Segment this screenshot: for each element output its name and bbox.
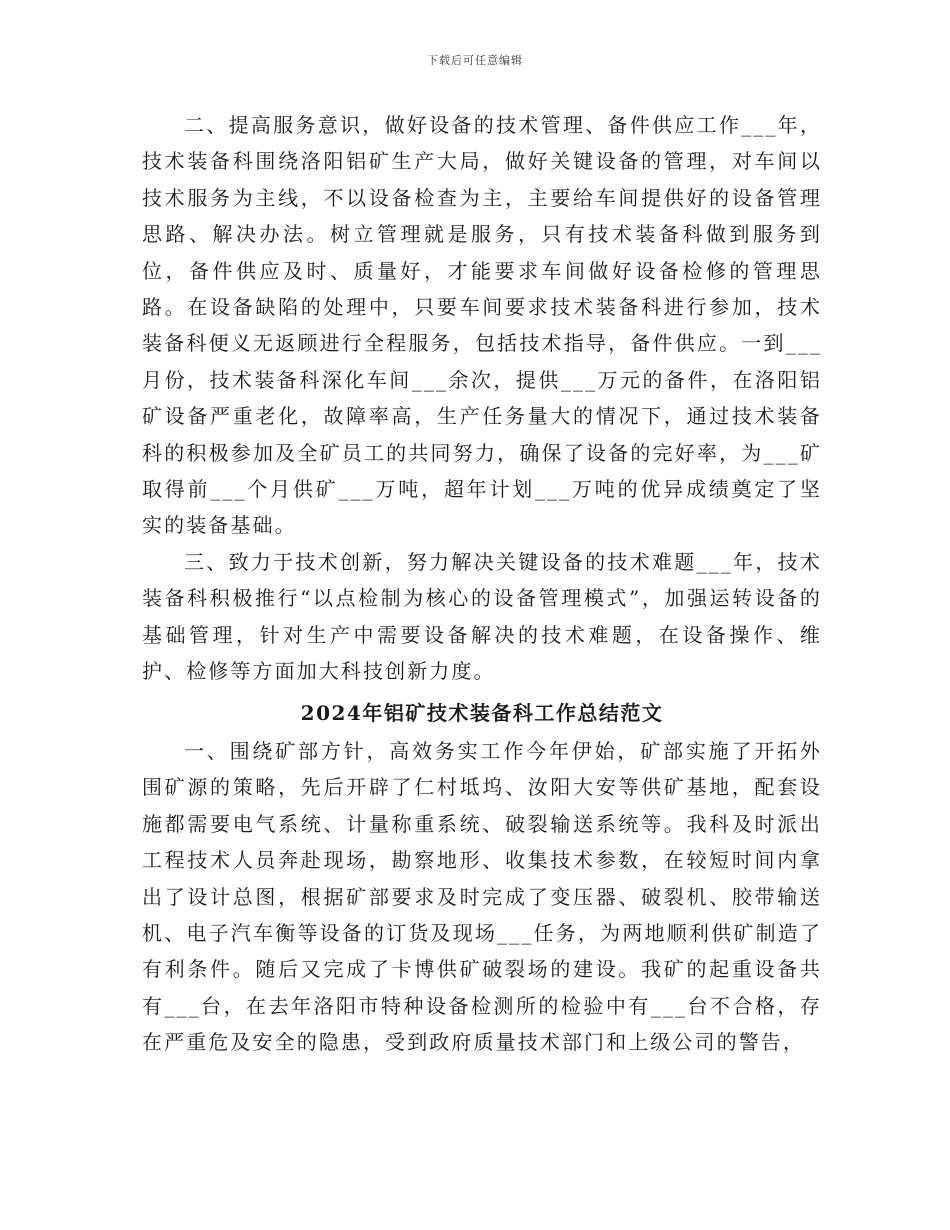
paragraph-section-one: 一、围绕矿部方针，高效务实工作今年伊始，矿部实施了开拓外围矿源的策略，先后开辟了仁村坻坞、汝阳大安等供矿基地，配套设施都需要电气系统、计量称重系统、破裂输送系统等。我科及时派出工程技术人员奔赴现场，勘察地形、收集技术参数，在较短时间内拿出了设计总图，根据矿部要求及时完成了变压器、破裂机、胶带输送机、电子汽车衡等设备的订货及现场___任务，为两地顺利供矿制造了有利条件。随后又完成了卡博供矿破裂场的建设。我矿的起重设备共有___台，在去年洛阳市特种设备检测所的检验中有___台不合格，存在严重危及安全的隐患，受到政府质量技术部门和上级公司的警告， xyxy=(142,738,822,1055)
paragraph-section-two: 二、提高服务意识，做好设备的技术管理、备件供应工作___年，技术装备科围绕洛阳铝矿生产大局，做好关键设备的管理，对车间以技术服务为主线，不以设备检查为主，主要给车间提供好的设备管理思路、解决办法。树立管理就是服务，只有技术装备科做到服务到位，备件供应及时、质量好，才能要求车间做好设备检修的管理思路。在设备缺陷的处理中，只要车间要求技术装备科进行参加，技术装备科便义无返顾进行全程服务，包括技术指导，备件供应。一到___月份，技术装备科深化车间___余次，提供___万元的备件，在洛阳铝矿设备严重老化，故障率高，生产任务量大的情况下，通过技术装备科的积极参加及全矿员工的共同努力，确保了设备的完好率，为___矿取得前___个月供矿___万吨，超年计划___万吨的优异成绩奠定了坚实的装备基础。 xyxy=(142,113,822,538)
page-header: 下载后可任意编辑 xyxy=(427,54,523,67)
document-body xyxy=(142,107,822,1061)
document-title: 2024年铝矿技术装备科工作总结范文 xyxy=(300,700,664,725)
paragraph-section-three: 三、致力于技术创新，努力解决关键设备的技术难题___年，技术装备科积极推行“以点检制为核心的设备管理模式”，加强运转设备的基础管理，针对生产中需要设备解决的技术难题，在设备操作、维护、检修等方面加大科技创新力度。 xyxy=(142,549,822,684)
